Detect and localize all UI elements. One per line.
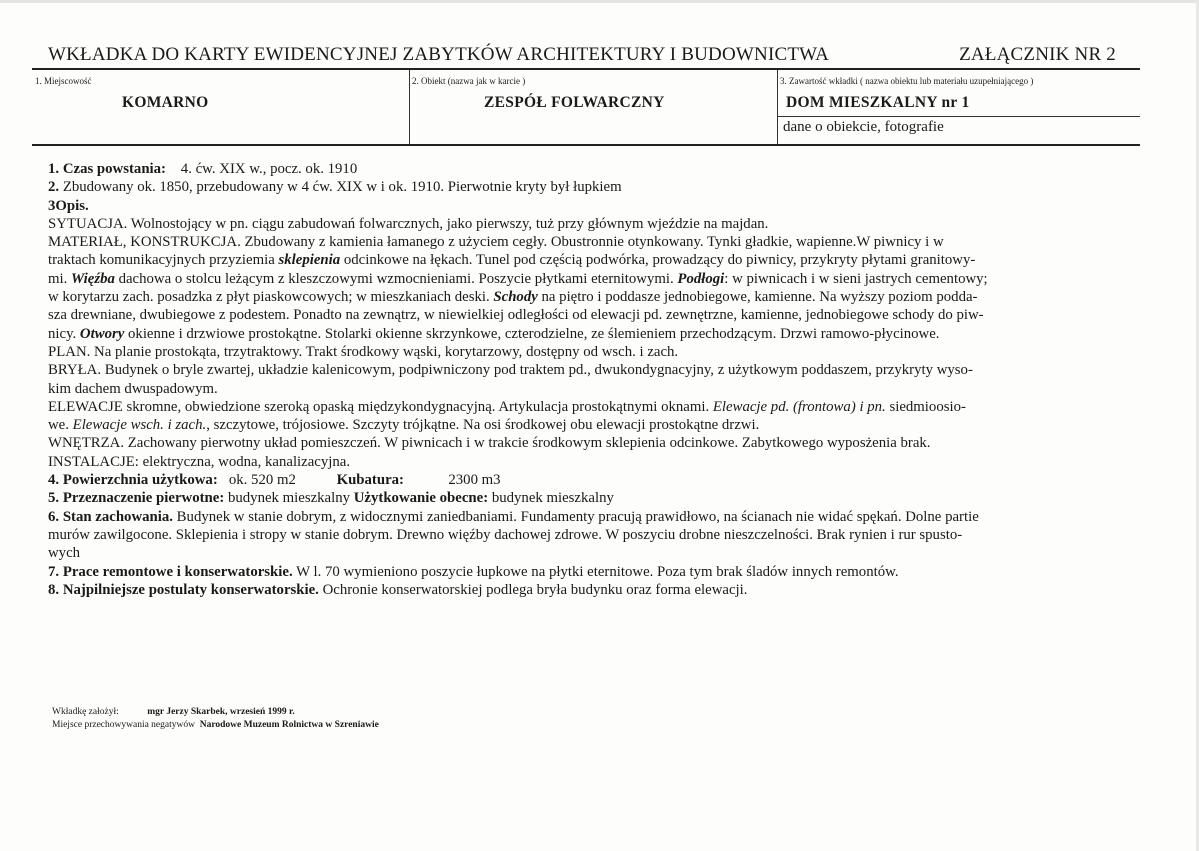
paragraph-material xyxy=(48,251,1138,269)
emphasis-term: Więźba xyxy=(71,270,115,287)
volume-value: 2300 m3 xyxy=(448,472,501,489)
footer-storage xyxy=(52,719,379,732)
section-condition: wych xyxy=(48,545,81,562)
section-number: 1. xyxy=(48,161,60,177)
scan-edge xyxy=(0,0,1199,3)
emphasis-term: sklepienia xyxy=(278,252,341,269)
field-extra-value: dane o obiekcie, fotografie xyxy=(783,119,944,135)
paragraph-material xyxy=(48,325,1138,343)
footer-label: Wkładkę założył: xyxy=(52,707,119,717)
text-run: mi. xyxy=(48,270,72,287)
section-number: 8. xyxy=(48,581,60,598)
section-label: Powierzchnia użytkowa: xyxy=(62,472,218,489)
text-run: w korytarzu zach. posadzka z płyt piaskowcowych; w mieszkaniach deski. xyxy=(48,289,494,306)
emphasis-term: Podłogi xyxy=(677,270,725,287)
section-text: Ochronie konserwatorskiej podlega bryła budynku oraz forma elewacji. xyxy=(318,581,748,598)
text-run: odcinkowe na łękach. Tunel pod częścią podwórka, prowadzący do piwnicy, przykryty płytami granitowy- xyxy=(340,252,976,269)
text-run: nicy. xyxy=(48,325,80,342)
paragraph-plan: PLAN. Na planie prostokąta, trzytraktowy. Trakt środkowy wąski, korytarzowy, dostępny od wsch. i zach. xyxy=(48,343,679,360)
text-run: okienne i drzwiowe prostokątne. Stolarki okienne skrzynkowe, czterodzielne, ze ślemieniem przechodzącym. Drzwi ramowo-płycinowe. xyxy=(124,325,940,342)
section-number: 3 xyxy=(48,197,56,214)
section-description xyxy=(48,197,1138,215)
field-divider xyxy=(777,116,1140,117)
document-body xyxy=(48,160,1138,599)
field-locality xyxy=(32,70,410,144)
emphasis-term: Schody xyxy=(493,289,538,306)
section-number: 6. xyxy=(48,508,60,525)
section-text: W l. 70 wymieniono poszycie łupkowe na płytki eternitowe. Poza tym brak śladów innych remontów. xyxy=(292,563,899,580)
document-footer xyxy=(52,706,379,732)
paragraph-elewacje xyxy=(48,398,1138,416)
emphasis-term: Elewacje wsch. i zach. xyxy=(72,417,207,434)
section-purpose xyxy=(48,489,1138,507)
section-label: Najpilniejsze postulaty konserwatorskie. xyxy=(62,581,319,598)
section-number: 5. xyxy=(48,490,60,507)
paragraph-material: MATERIAŁ, KONSTRUKCJA. Zbudowany z kamienia łamanego z użyciem cegły. Obustronnie otynkowany. Tynki gładkie, wapienne.W piwnicy i w xyxy=(48,234,944,251)
footer-value: Narodowe Muzeum Rolnictwa w Szreniawie xyxy=(199,720,379,730)
paragraph-bryla: BRYŁA. Budynek o bryle zwartej, układzie kalenicowym, podpiwniczony pod traktem pd., dwukondygnacyjny, z użytkowym poddaszem, przykryty wyso- xyxy=(48,362,973,379)
field-caption: 1. Miejscowość xyxy=(35,76,92,86)
text-run: traktach komunikacyjnych przyziemia xyxy=(48,252,279,269)
section-history xyxy=(48,178,1138,196)
text-run: : w piwnicach i w sieni jastrych cementowy; xyxy=(724,270,988,287)
field-value: ZESPÓŁ FOLWARCZNY xyxy=(484,94,665,111)
section-area-volume xyxy=(48,471,1138,489)
field-insert-contents xyxy=(777,70,1140,144)
section-number: 7. xyxy=(48,563,60,580)
section-number: 4. xyxy=(48,472,60,489)
paragraph-material xyxy=(48,270,1138,288)
section-text: 4. ćw. XIX w., pocz. ok. 1910 xyxy=(180,161,358,177)
paragraph-instalacje: INSTALACJE: elektryczna, wodna, kanalizacyjna. xyxy=(48,453,351,470)
footer-founder xyxy=(52,706,379,719)
section-postulates xyxy=(48,581,1138,599)
field-caption: 3. Zawartość wkładki ( nazwa obiektu lub materiału uzupełniającego ) xyxy=(780,76,1034,86)
field-caption: 2. Obiekt (nazwa jak w karcie ) xyxy=(412,76,526,86)
area-value: ok. 520 m2 xyxy=(228,472,296,489)
field-value: KOMARNO xyxy=(122,94,209,111)
section-label: Przeznaczenie pierwotne: xyxy=(62,490,225,507)
section-text: budynek mieszkalny xyxy=(488,490,614,507)
section-label: Stan zachowania. xyxy=(62,508,173,525)
field-object xyxy=(409,70,778,144)
text-run: dachowa o stolcu leżącym z kleszczowymi wzmocnieniami. Poszycie płytkami eternitowymi. xyxy=(114,270,678,287)
section-label: Opis. xyxy=(55,197,89,214)
section-condition xyxy=(48,508,1138,526)
paragraph-sytuacja: SYTUACJA. Wolnostojący w pn. ciągu zabudowań folwarcznych, jako pierwszy, tuż przy głównym wjeździe na majdan. xyxy=(48,215,769,232)
footer-value: mgr Jerzy Skarbek, wrzesień 1999 r. xyxy=(147,707,295,717)
section-label: Kubatura: xyxy=(336,472,404,489)
paragraph-wnetrza: WNĘTRZA. Zachowany pierwotny układ pomieszczeń. W piwnicach i w trakcie środkowym sklepienia odcinkowe. Zabytkowego wyposżenia brak. xyxy=(48,435,931,452)
text-run: we. xyxy=(48,417,73,434)
section-label: Prace remontowe i konserwatorskie. xyxy=(62,563,293,580)
section-number: 2. xyxy=(48,179,60,196)
paragraph-elewacje xyxy=(48,416,1138,434)
text-run: na piętro i poddasze jednobiegowe, kamienne. Na wyższy poziom podda- xyxy=(537,289,978,306)
section-label: Czas powstania: xyxy=(62,161,166,177)
section-text: Budynek w stanie dobrym, z widocznymi zaniedbaniami. Fundamenty pracują prawidłowo, na ścianach nie widać spękań. Dolne partie xyxy=(172,508,979,525)
paragraph-material xyxy=(48,288,1138,306)
field-value: DOM MIESZKALNY nr 1 xyxy=(786,94,970,111)
emphasis-term: Otwory xyxy=(79,325,125,342)
section-condition: murów zawilgocone. Sklepienia i stropy w stanie dobrym. Drewno więźby dachowej zdrowe. W poszyciu drobne nieszczelności. Brak rynien i rur spusto- xyxy=(48,526,963,543)
section-label: Użytkowanie obecne: xyxy=(353,490,489,507)
document-title: WKŁADKA DO KARTY EWIDENCYJNEJ ZABYTKÓW ARCHITEKTURY I BUDOWNICTWA xyxy=(48,44,830,65)
section-text: budynek mieszkalny xyxy=(224,490,354,507)
text-run: ELEWACJE skromne, obwiedzione szeroką opaską międzykondygnacyjną. Artykulacja prostokątnymi oknami. xyxy=(48,398,713,415)
emphasis-term: Elewacje pd. (frontowa) i pn. xyxy=(712,398,886,415)
text-run: siedmioosio- xyxy=(885,398,966,415)
header-fields-table xyxy=(32,70,1140,146)
paragraph-bryla: kim dachem dwuspadowym. xyxy=(48,380,218,397)
section-works xyxy=(48,563,1138,581)
paragraph-material: sza drewniane, dwubiegowe z podestem. Ponadto na zewnątrz, w niewielkiej odległości od elewacji pd. zewnętrzne, kamienne, jednobiegowe schody do piw- xyxy=(48,307,984,324)
section-text: Zbudowany ok. 1850, przebudowany w 4 ćw. XIX w i ok. 1910. Pierwotnie kryty był łupkiem xyxy=(62,179,622,196)
annex-number: ZAŁĄCZNIK NR 2 xyxy=(959,44,1116,65)
text-run: , szczytowe, trójosiowe. Szczyty trójkątne. Na osi środkowej obu elewacji prostokątne drzwi. xyxy=(206,417,760,434)
footer-label: Miejsce przechowywania negatywów xyxy=(52,720,195,730)
section-creation-time xyxy=(48,160,1138,178)
